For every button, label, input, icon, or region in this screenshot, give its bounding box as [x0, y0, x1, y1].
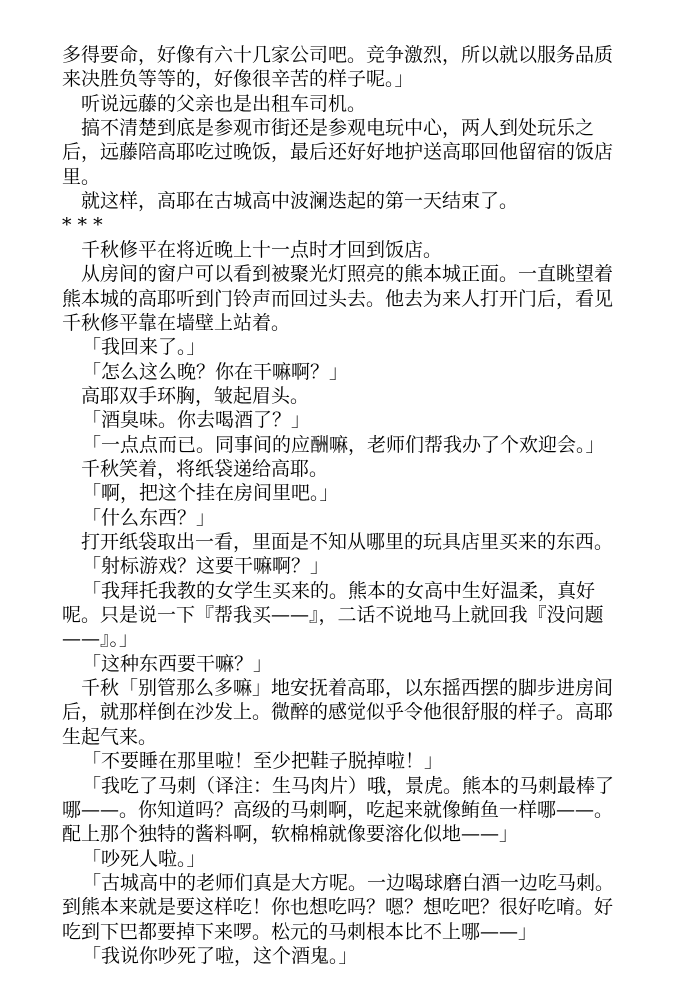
- text-line: 后，远藤陪高耶吃过晚饭，最后还好好地护送高耶回他留宿的饭店: [62, 141, 614, 163]
- text-line: 来决胜负等等的，好像很辛苦的样子呢。」: [62, 68, 414, 90]
- text-line: 听说远藤的父亲也是出租车司机。: [81, 93, 367, 115]
- text-line: 「一点点而已。同事间的应酬嘛，老师们帮我办了个欢迎会。」: [82, 434, 605, 456]
- text-line: 「这种东西要干嘛？」: [82, 653, 273, 675]
- section-break: * * *: [62, 214, 103, 236]
- text-line: 「什么东西？」: [82, 507, 216, 529]
- text-line: 熊本城的高耶听到门铃声而回过头去。他去为来人打开门后，看见: [62, 288, 614, 310]
- text-line: 呢。只是说一下『帮我买——』，二话不说地马上就回我『没问题: [62, 604, 604, 626]
- text-line: 多得要命，好像有六十几家公司吧。竞争激烈，所以就以服务品质: [62, 44, 614, 66]
- text-line: 「酒臭味。你去喝酒了？」: [82, 409, 311, 431]
- text-line: 高耶双手环胸，皱起眉头。: [81, 385, 310, 407]
- text-line: 千秋修平靠在墙壁上站着。: [62, 312, 291, 334]
- text-line: 打开纸袋取出一看，里面是不知从哪里的玩具店里买来的东西。: [81, 531, 614, 553]
- text-line: 就这样，高耶在古城高中波澜迭起的第一天结束了。: [81, 190, 519, 212]
- text-line: 「我说你吵死了啦，这个酒鬼。」: [82, 945, 358, 967]
- text-line: 从房间的窗户可以看到被聚光灯照亮的熊本城正面。一直眺望着: [81, 263, 614, 285]
- text-line: 「我吃了马刺（译注：生马肉片）哦，景虎。熊本的马刺最棒了: [82, 775, 615, 797]
- text-line: 里。: [62, 166, 101, 188]
- text-line: 「射标游戏？这要干嘛啊？」: [82, 555, 330, 577]
- text-line: 「我拜托我教的女学生买来的。熊本的女高中生好温柔，真好: [82, 580, 596, 602]
- text-line: 「吵死人啦。」: [82, 848, 206, 870]
- text-line: 哪——。你知道吗？高级的马刺啊，吃起来就像鲔鱼一样哪——。: [62, 799, 614, 821]
- text-line: 「不要睡在那里啦！至少把鞋子脱掉啦！」: [82, 750, 444, 772]
- text-line: ——』。」: [62, 628, 139, 650]
- text-line: 生起气来。: [62, 726, 158, 748]
- text-line: 千秋笑着，将纸袋递给高耶。: [81, 458, 329, 480]
- text-line: 「怎么这么晚？你在干嘛啊？」: [82, 361, 349, 383]
- text-line: 配上那个独特的酱料啊，软棉棉就像要溶化似地——」: [62, 823, 519, 845]
- text-line: 「啊，把这个挂在房间里吧。」: [82, 482, 339, 504]
- text-line: 搞不清楚到底是参观市街还是参观电玩中心，两人到处玩乐之: [81, 117, 595, 139]
- text-line: 到熊本来就是要这样吃！你也想吃吗？嗯？想吃吧？很好吃唷。好: [62, 896, 614, 918]
- text-line: 千秋「别管那么多嘛」地安抚着高耶，以东摇西摆的脚步进房间: [81, 677, 614, 699]
- text-line: 「古城高中的老师们真是大方呢。一边喝球磨白酒一边吃马刺。: [82, 872, 615, 894]
- text-line: 千秋修平在将近晚上十一点时才回到饭店。: [81, 239, 443, 261]
- text-line: 「我回来了。」: [82, 336, 206, 358]
- text-line: 吃到下巴都要掉下来啰。松元的马刺根本比不上哪——」: [62, 921, 538, 943]
- text-line: 后，就那样倒在沙发上。微醉的感觉似乎令他很舒服的样子。高耶: [62, 701, 614, 723]
